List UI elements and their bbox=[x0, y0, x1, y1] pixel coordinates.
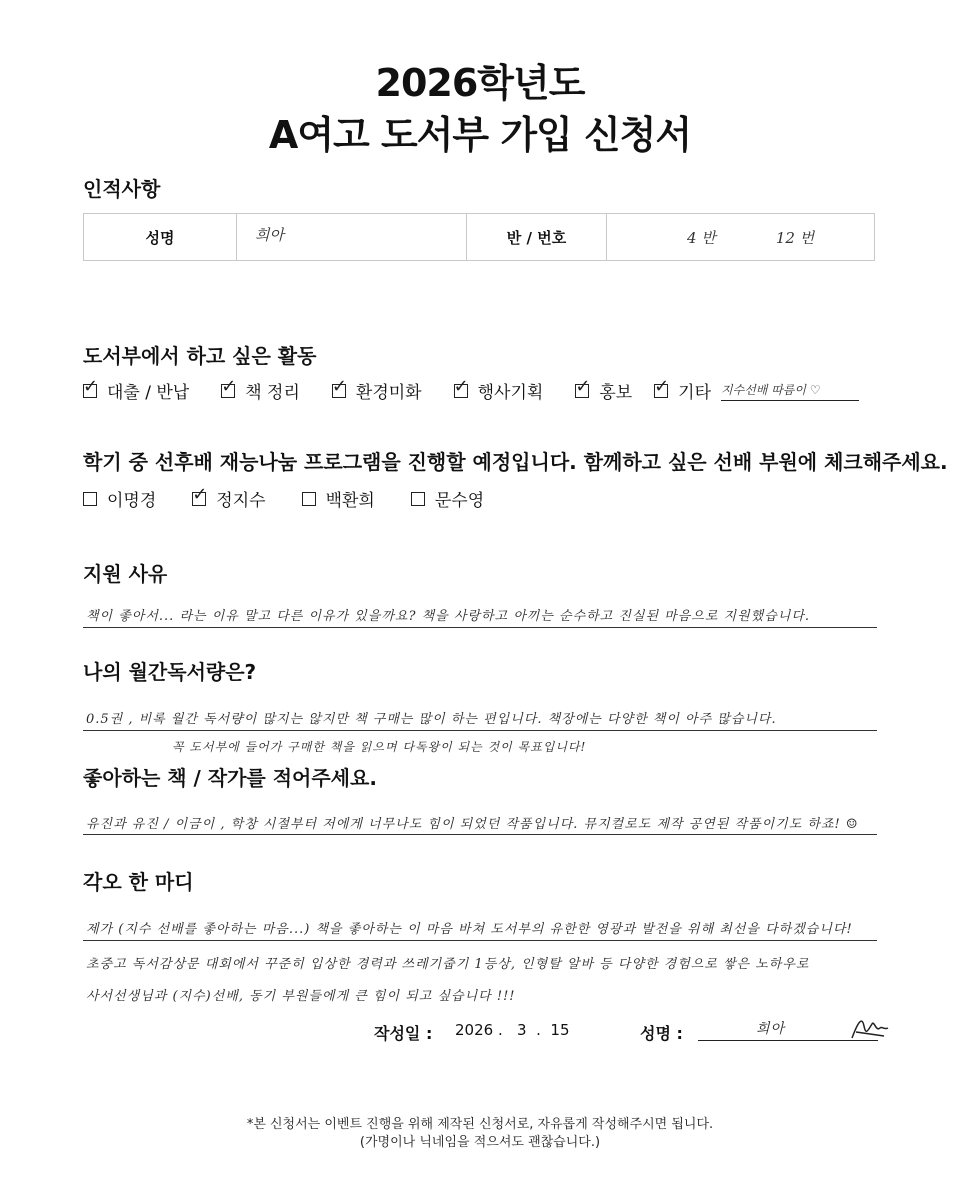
checkbox[interactable] bbox=[411, 492, 425, 506]
mentors-options bbox=[83, 483, 485, 511]
section-resolution-title: 각오 한 마디 bbox=[83, 870, 194, 894]
answer-underline bbox=[83, 627, 877, 628]
handwritten-signature bbox=[848, 1012, 892, 1044]
checkbox[interactable] bbox=[192, 483, 208, 506]
activity-label: 환경미화 bbox=[355, 383, 422, 403]
section-mentors-title: 학기 중 선후배 재능나눔 프로그램을 진행할 예정입니다. 함께하고 싶은 선배 부원에 체크해주세요. bbox=[83, 450, 948, 474]
footer-note: *본 신청서는 이벤트 진행을 위해 제작된 신청서로, 자유롭게 작성해주시면 됩니다. bbox=[246, 1117, 714, 1132]
mentor-option[interactable] bbox=[302, 486, 375, 511]
resolution-answer-line2[interactable]: 초중고 독서감상문 대회에서 꾸준히 입상한 경력과 쓰레기줍기 1등상, 인형탈 알바 등 다양한 경험으로 쌓은 노하우로 bbox=[86, 957, 810, 972]
reason-answer[interactable]: 책이 좋아서... 라는 이유 말고 다른 이유가 있을까요? 책을 사랑하고 아끼는 순수하고 진실된 마음으로 지원했습니다. bbox=[86, 609, 811, 624]
date-label: 작성일 : bbox=[374, 1024, 433, 1043]
answer-underline bbox=[83, 834, 877, 835]
reading-answer-line1[interactable]: 0.5권 , 비록 월간 독서량이 많지는 않지만 책 구매는 많이 하는 편입니다. 책장에는 다양한 책이 아주 많습니다. bbox=[86, 712, 777, 727]
activity-label: 대출 / 반납 bbox=[107, 383, 190, 403]
class-label: 반 / 번호 bbox=[467, 214, 607, 260]
activity-option[interactable] bbox=[331, 375, 422, 403]
section-reading-title: 나의 월간독서량은? bbox=[83, 660, 257, 684]
check-mark-icon: ✓ bbox=[221, 375, 237, 397]
checkbox[interactable] bbox=[453, 375, 469, 398]
activity-label: 행사기획 bbox=[477, 383, 544, 403]
mentor-label: 백환희 bbox=[325, 491, 375, 511]
name-field[interactable]: 희아 bbox=[237, 214, 467, 260]
check-mark-icon: ✓ bbox=[654, 375, 670, 397]
mentor-option[interactable] bbox=[411, 486, 484, 511]
favorite-answer[interactable]: 유진과 유진 / 이금이 , 학창 시절부터 저에게 너무나도 힘이 되었던 작품입니다. 뮤지컬로도 제작 공연된 작품이기도 하죠! ☺ bbox=[86, 817, 859, 832]
class-field[interactable] bbox=[607, 214, 874, 260]
reading-answer-line2[interactable]: 꼭 도서부에 들어가 구매한 책을 읽으며 다독왕이 되는 것이 목표입니다! bbox=[172, 740, 587, 754]
activity-option[interactable] bbox=[453, 375, 544, 403]
checkbox[interactable] bbox=[221, 375, 237, 398]
answer-underline bbox=[83, 730, 877, 731]
checkbox[interactable] bbox=[331, 375, 347, 398]
number-value: 12 번 bbox=[775, 228, 815, 247]
class-value: 4 반 bbox=[687, 228, 716, 247]
checkbox[interactable] bbox=[302, 492, 316, 506]
section-activities-title: 도서부에서 하고 싶은 활동 bbox=[83, 344, 317, 368]
date-value[interactable]: 2026 . 3 . 15 bbox=[455, 1021, 570, 1039]
resolution-answer-line3[interactable]: 사서선생님과 (지수)선배, 동기 부원들에게 큰 힘이 되고 싶습니다 !!! bbox=[86, 989, 516, 1004]
activity-option[interactable] bbox=[83, 375, 190, 403]
checkbox[interactable] bbox=[83, 375, 99, 398]
mentor-label: 문수영 bbox=[434, 491, 485, 511]
section-reason-title: 지원 사유 bbox=[83, 562, 168, 586]
answer-underline bbox=[83, 940, 877, 941]
activity-option[interactable] bbox=[221, 375, 300, 403]
mentor-option[interactable] bbox=[192, 483, 266, 511]
personal-info-table bbox=[83, 213, 875, 261]
signature-name-label: 성명 : bbox=[640, 1024, 683, 1043]
mentor-label: 정지수 bbox=[216, 491, 266, 511]
checkbox[interactable] bbox=[654, 375, 670, 398]
form-title: A여고 도서부 가입 신청서 bbox=[268, 113, 692, 157]
form-title-year: 2026학년도 bbox=[375, 61, 585, 105]
section-favorite-title: 좋아하는 책 / 작가를 적어주세요. bbox=[83, 766, 377, 790]
signature-name-value[interactable]: 희아 bbox=[756, 1021, 786, 1037]
activities-options bbox=[83, 375, 859, 403]
activity-option[interactable] bbox=[575, 375, 633, 403]
name-label: 성명 bbox=[84, 214, 237, 260]
activity-label: 홍보 bbox=[599, 383, 633, 403]
check-mark-icon: ✓ bbox=[453, 375, 469, 397]
activity-label: 책 정리 bbox=[245, 383, 300, 403]
resolution-answer-line1[interactable]: 제가 (지수 선배를 좋아하는 마음...) 책을 좋아하는 이 마음 바쳐 도서부의 유한한 영광과 발전을 위해 최선을 다하겠습니다! bbox=[86, 922, 853, 937]
mentor-option[interactable] bbox=[83, 486, 156, 511]
activity-label: 기타 bbox=[678, 383, 712, 403]
check-mark-icon: ✓ bbox=[83, 375, 99, 397]
etc-input[interactable]: 지수선배 따름이 ♡ bbox=[721, 381, 859, 401]
check-mark-icon: ✓ bbox=[575, 375, 591, 397]
check-mark-icon: ✓ bbox=[331, 375, 347, 397]
activity-option[interactable] bbox=[654, 375, 859, 403]
check-mark-icon: ✓ bbox=[192, 483, 208, 505]
footer-note-sub: (가명이나 닉네임을 적으셔도 괜찮습니다.) bbox=[359, 1135, 601, 1150]
checkbox[interactable] bbox=[575, 375, 591, 398]
checkbox[interactable] bbox=[83, 492, 97, 506]
mentor-label: 이명경 bbox=[107, 491, 157, 511]
section-personal-title: 인적사항 bbox=[83, 177, 161, 201]
